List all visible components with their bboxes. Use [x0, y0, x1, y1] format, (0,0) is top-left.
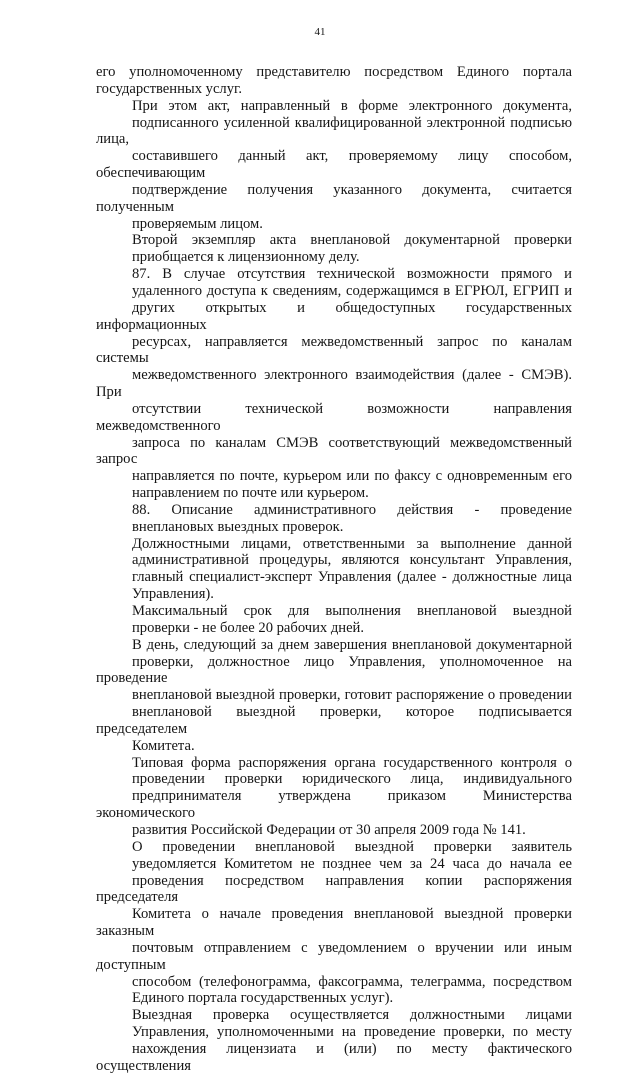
text-line: межведомственного электронного взаимодействия (далее - СМЭВ). При [96, 367, 572, 401]
text-line: Должностными лицами, ответственными за выполнение данной [132, 535, 572, 552]
text-line: Управления). [132, 586, 214, 603]
page-number: 41 [314, 26, 326, 38]
text-line: запроса по каналам СМЭВ соответствующий межведомственный запрос [96, 434, 572, 468]
text-line: почтовым отправлением с уведомлением о вручении или иным доступным [96, 939, 572, 973]
text-line: О проведении внеплановой выездной проверки заявитель [132, 838, 572, 855]
text-line: способом (телефонограмма, факсограмма, телеграмма, посредством [132, 973, 572, 990]
text-line: приобщается к лицензионному делу. [132, 249, 360, 266]
text-line: направляется по почте, курьером или по факсу с одновременным его [132, 468, 572, 485]
text-line: развития Российской Федерации от 30 апреля 2009 года № 141. [132, 821, 526, 838]
paragraph [96, 64, 572, 98]
text-line: Единого портала государственных услуг). [132, 990, 394, 1007]
text-line: удаленного доступа к сведениям, содержащимся в ЕГРЮЛ, ЕГРИП и [132, 282, 572, 299]
text-line: подписанного усиленной квалифицированной электронной подписью лица, [96, 114, 572, 148]
paragraph [96, 755, 572, 839]
text-line: проведении проверки юридического лица, индивидуального [132, 771, 572, 788]
text-line: 88. Описание административного действия - проведение [132, 501, 572, 518]
text-line: составившего данный акт, проверяемому лицу способом, обеспечивающим [96, 148, 572, 182]
text-line: Максимальный срок для выполнения внеплановой выездной [132, 603, 572, 619]
text-line: уведомляется Комитетом не позднее чем за 24 часа до начала ее [132, 855, 572, 872]
text-line: Выездная проверка осуществляется должностными лицами [132, 1007, 572, 1024]
paragraph [96, 502, 572, 536]
paragraph [96, 98, 572, 233]
paragraph [96, 536, 572, 603]
text-line: государственных услуг. [96, 80, 242, 97]
text-line: других открытых и общедоступных государственных информационных [96, 299, 572, 333]
text-line: Управления, уполномоченными на проведение проверки, по месту [132, 1024, 572, 1041]
text-line: внеплановых выездных проверок. [132, 518, 344, 535]
text-line: проверяемым лицом. [132, 215, 263, 232]
text-line: 87. В случае отсутствия технической возможности прямого и [132, 266, 572, 283]
text-line: предпринимателя утверждена приказом Министерства экономического [96, 788, 572, 822]
text-line: внеплановой выездной проверки, готовит распоряжение о проведении [132, 687, 572, 704]
text-line: проверки, должностное лицо Управления, уполномоченное на проведение [96, 653, 572, 687]
text-line: внеплановой выездной проверки, которое подписывается председателем [96, 704, 572, 737]
text-line: административной процедуры, являются консультант Управления, [132, 552, 572, 569]
text-line: При этом акт, направленный в форме электронного документа, [132, 97, 572, 114]
text-line: Второй экземпляр акта внеплановой документарной проверки [132, 232, 572, 249]
text-line: отсутствии технической возможности направления межведомственного [96, 400, 572, 434]
paragraph [96, 603, 572, 637]
text-line: ресурсах, направляется межведомственный запрос по каналам системы [96, 333, 572, 367]
document-body [96, 64, 572, 1075]
text-line: Типовая форма распоряжения органа государственного контроля о [132, 754, 572, 771]
paragraph [96, 839, 572, 1007]
text-line: Комитета о начале проведения внеплановой выездной проверки заказным [96, 906, 572, 940]
text-line: главный специалист-эксперт Управления (далее - должностные лица [132, 569, 572, 586]
paragraph [96, 1007, 572, 1074]
paragraph [96, 232, 572, 266]
text-line: его уполномоченному представителю посредством Единого портала [96, 64, 572, 80]
paragraph [96, 637, 572, 755]
text-line: подтверждение получения указанного документа, считается полученным [96, 181, 572, 215]
text-line: нахождения лицензиата и (или) по месту фактического осуществления [96, 1040, 572, 1074]
text-line: В день, следующий за днем завершения внеплановой документарной [132, 636, 572, 653]
text-line: направлением по почте или курьером. [132, 485, 369, 502]
text-line: Комитета. [132, 737, 195, 754]
paragraph [96, 266, 572, 502]
text-line: проверки - не более 20 рабочих дней. [132, 619, 365, 636]
text-line: проведения посредством направления копии распоряжения председателя [96, 872, 572, 906]
